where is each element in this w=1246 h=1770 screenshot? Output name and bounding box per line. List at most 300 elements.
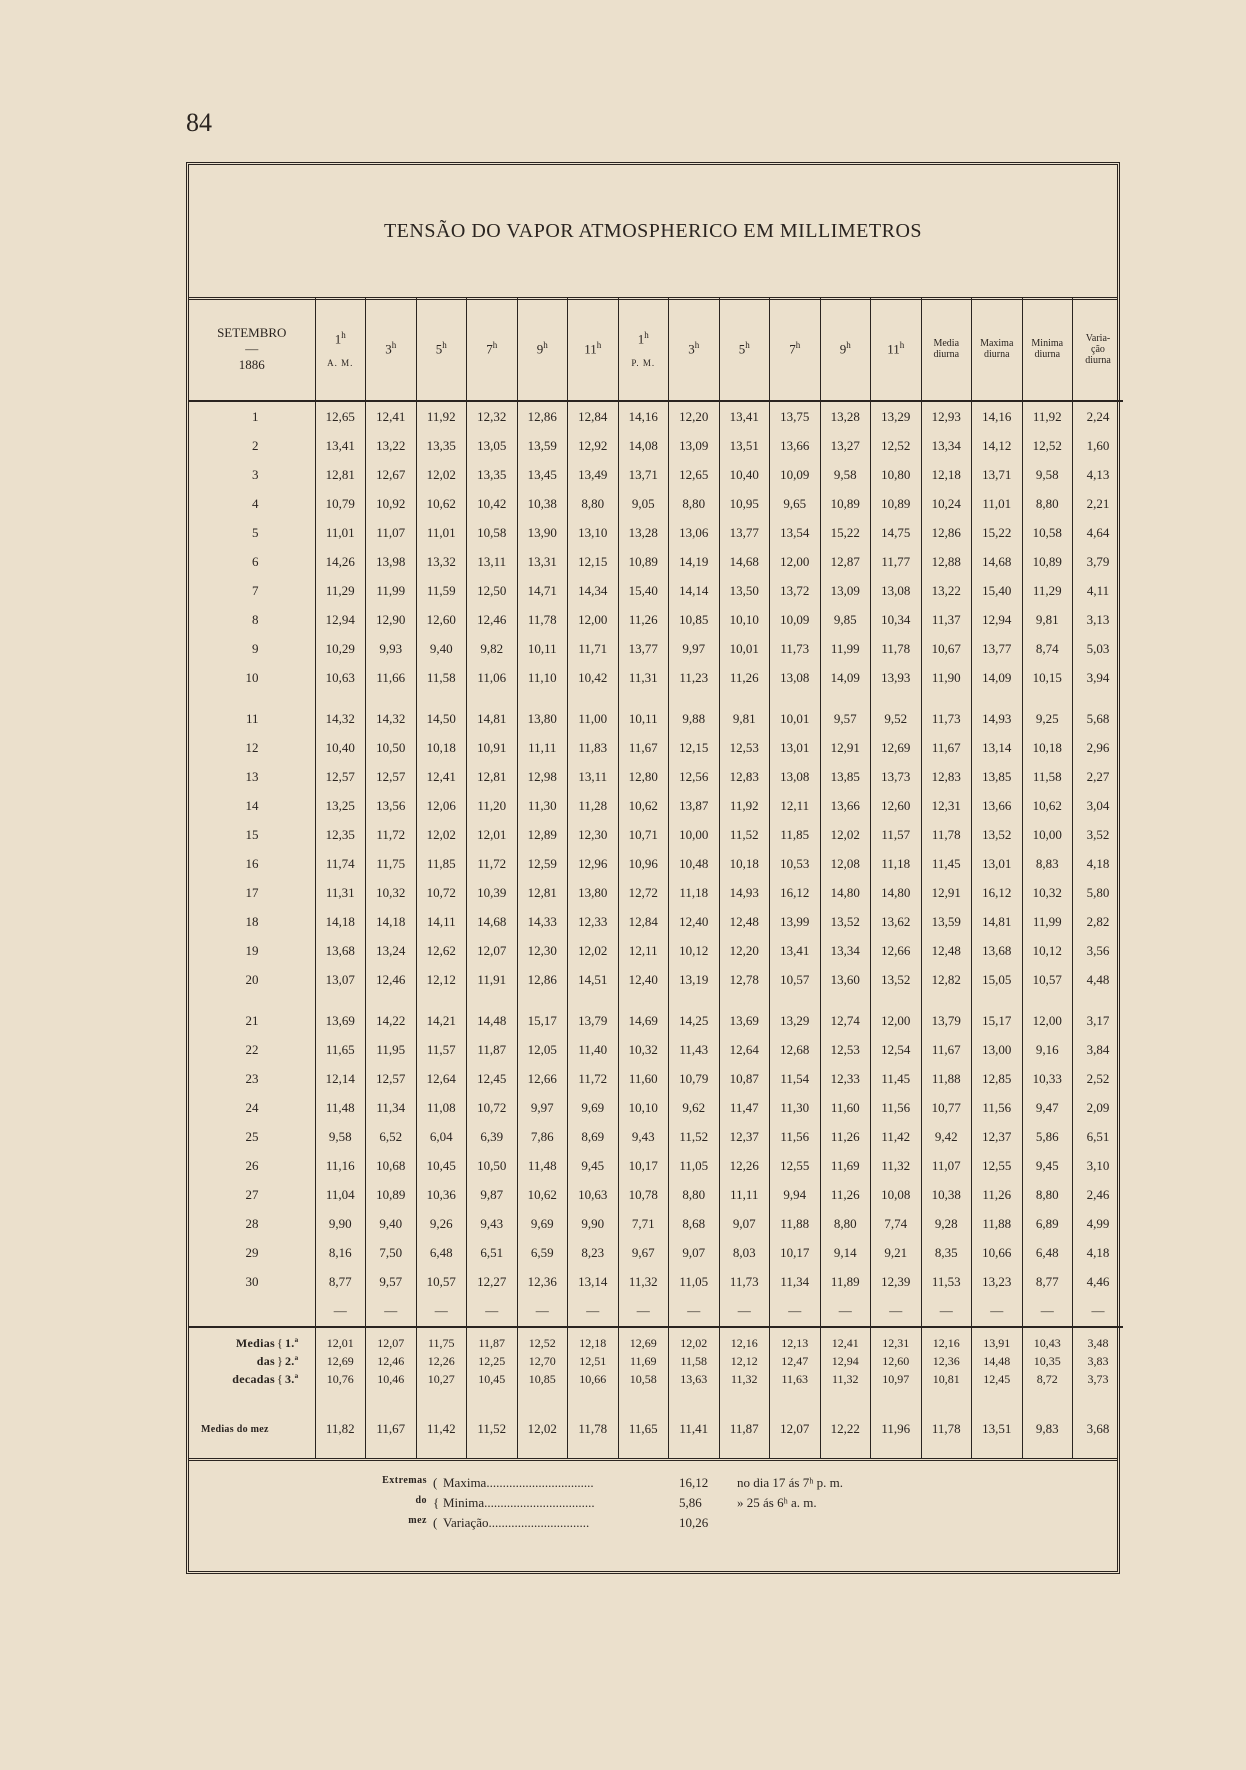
hour-header [669, 298, 720, 401]
table-row [189, 1035, 1123, 1064]
table-row [189, 878, 1123, 907]
value-cell: 13,63 [669, 1370, 720, 1388]
value-cell: 11,54 [770, 1064, 821, 1093]
value-cell: 12,89 [517, 820, 568, 849]
value-cell: 12,07 [366, 1327, 417, 1352]
value-cell: 11,67 [921, 733, 972, 762]
page-number: 84 [186, 108, 212, 137]
value-cell: 13,60 [820, 965, 871, 994]
value-cell: 11,69 [618, 1352, 669, 1370]
value-cell: 13,77 [972, 634, 1023, 663]
value-cell: 13,80 [517, 692, 568, 733]
value-cell: 12,15 [669, 733, 720, 762]
value-cell: 14,69 [618, 994, 669, 1035]
hour-header [719, 298, 770, 401]
table-row [189, 1151, 1123, 1180]
value-cell: 14,09 [972, 663, 1023, 692]
period-label: P. M. [631, 357, 656, 368]
value-cell: 10,10 [618, 1093, 669, 1122]
value-cell: 10,62 [1022, 791, 1073, 820]
value-cell: 13,56 [366, 791, 417, 820]
value-cell: 6,52 [366, 1122, 417, 1151]
value-cell: 11,77 [871, 547, 922, 576]
value-cell: 14,11 [416, 907, 467, 936]
value-cell: 11,05 [669, 1151, 720, 1180]
value-cell: 13,77 [618, 634, 669, 663]
value-cell: 13,09 [669, 431, 720, 460]
table-row [189, 489, 1123, 518]
value-cell: 11,01 [315, 518, 366, 547]
value-cell: 13,75 [770, 401, 821, 431]
value-cell: 10,63 [568, 1180, 619, 1209]
value-cell: 14,81 [467, 692, 518, 733]
table-row [189, 1093, 1123, 1122]
value-cell: 10,89 [1022, 547, 1073, 576]
day-cell: 30 [245, 1273, 259, 1289]
value-cell: 11,43 [669, 1035, 720, 1064]
value-cell: 8,23 [568, 1238, 619, 1267]
table-row [189, 431, 1123, 460]
extremes-label-3: mez [408, 1515, 427, 1526]
hour-header [315, 298, 366, 401]
table-row [189, 762, 1123, 791]
value-cell: 10,17 [618, 1151, 669, 1180]
value-cell: 11,30 [770, 1093, 821, 1122]
value-cell: 10,62 [517, 1180, 568, 1209]
value-cell: 9,69 [568, 1093, 619, 1122]
value-cell: 11,53 [921, 1267, 972, 1296]
decade-label-text: Medias [235, 1335, 275, 1350]
value-cell: 12,48 [719, 907, 770, 936]
value-cell: 13,66 [770, 431, 821, 460]
value-cell: 12,84 [618, 907, 669, 936]
minima-label: Minima.................................. [443, 1495, 595, 1510]
value-cell: 13,69 [315, 994, 366, 1035]
value-cell: 11,72 [467, 849, 518, 878]
value-cell: 13,69 [719, 994, 770, 1035]
table-row [189, 1064, 1123, 1093]
value-cell: 14,09 [820, 663, 871, 692]
value-cell: 2,46 [1073, 1180, 1124, 1209]
value-cell: 9,97 [669, 634, 720, 663]
value-cell: 11,67 [921, 1035, 972, 1064]
hour-suffix: h [492, 340, 498, 351]
value-cell: 11,99 [1022, 907, 1073, 936]
header-row [189, 298, 1123, 401]
value-cell: 9,47 [1022, 1093, 1073, 1122]
value-cell: 14,32 [315, 692, 366, 733]
value-cell: 15,17 [972, 994, 1023, 1035]
value-cell: 9,93 [366, 634, 417, 663]
value-cell: 12,22 [820, 1388, 871, 1458]
value-cell: 9,52 [871, 692, 922, 733]
value-cell: 12,59 [517, 849, 568, 878]
value-cell: 11,48 [315, 1093, 366, 1122]
value-cell: 8,83 [1022, 849, 1073, 878]
value-cell: 7,71 [618, 1209, 669, 1238]
value-cell: 12,41 [366, 401, 417, 431]
value-cell: 12,64 [719, 1035, 770, 1064]
value-cell: 11,01 [416, 518, 467, 547]
day-cell: 11 [245, 710, 259, 726]
value-cell: 11,73 [719, 1267, 770, 1296]
value-cell: 10,01 [719, 634, 770, 663]
period-label: A. M. [327, 357, 354, 368]
value-cell: 9,81 [1022, 605, 1073, 634]
value-cell: 11,75 [366, 849, 417, 878]
value-cell: 13,29 [770, 994, 821, 1035]
value-cell: 13,34 [921, 431, 972, 460]
value-cell: 11,56 [972, 1093, 1023, 1122]
value-cell: 5,03 [1073, 634, 1124, 663]
month-year-header [189, 298, 315, 401]
value-cell: 10,00 [1022, 820, 1073, 849]
value-cell: 12,05 [517, 1035, 568, 1064]
value-cell: 14,34 [568, 576, 619, 605]
value-cell: 10,45 [467, 1370, 518, 1388]
value-cell: 2,09 [1073, 1093, 1124, 1122]
value-cell: 12,62 [416, 936, 467, 965]
value-cell: 10,24 [921, 489, 972, 518]
value-cell: 12,57 [315, 762, 366, 791]
value-cell: 12,18 [921, 460, 972, 489]
value-cell: 9,25 [1022, 692, 1073, 733]
value-cell: 12,94 [820, 1352, 871, 1370]
value-cell: 4,64 [1073, 518, 1124, 547]
hour-number: 7 [789, 341, 796, 357]
header-text: diurna [1085, 354, 1111, 366]
value-cell: 13,79 [568, 994, 619, 1035]
value-cell: 11,20 [467, 791, 518, 820]
value-cell: 11,04 [315, 1180, 366, 1209]
day-cell: 28 [245, 1215, 259, 1231]
value-cell: 14,48 [972, 1352, 1023, 1370]
value-cell: 10,72 [416, 878, 467, 907]
value-cell: 10,79 [315, 489, 366, 518]
value-cell: 13,45 [517, 460, 568, 489]
value-cell: 11,29 [1022, 576, 1073, 605]
day-cell: 4 [252, 495, 259, 511]
day-cell: 13 [245, 768, 259, 784]
value-cell: 16,12 [770, 878, 821, 907]
value-cell: 9,57 [366, 1267, 417, 1296]
value-cell: 11,91 [467, 965, 518, 994]
value-cell: 12,69 [315, 1352, 366, 1370]
value-cell: 11,26 [719, 663, 770, 692]
value-cell: 9,58 [315, 1122, 366, 1151]
value-cell: 9,40 [416, 634, 467, 663]
value-cell: 13,73 [871, 762, 922, 791]
value-cell: 13,05 [467, 431, 518, 460]
value-cell: 10,45 [416, 1151, 467, 1180]
value-cell: 11,58 [416, 663, 467, 692]
value-cell: 12,72 [618, 878, 669, 907]
value-cell: 13,59 [921, 907, 972, 936]
value-cell: 12,18 [568, 1327, 619, 1352]
hour-number: 5 [435, 341, 443, 357]
value-cell: 10,00 [669, 820, 720, 849]
day-cell: 12 [245, 739, 259, 755]
hour-suffix: h [694, 340, 700, 351]
value-cell: 12,94 [315, 605, 366, 634]
value-cell: 12,02 [416, 460, 467, 489]
value-cell: 13,91 [972, 1327, 1023, 1352]
value-cell: 10,66 [568, 1370, 619, 1388]
value-cell: 11,48 [517, 1151, 568, 1180]
value-cell: 13,51 [719, 431, 770, 460]
hour-header [366, 298, 417, 401]
value-cell: 9,16 [1022, 1035, 1073, 1064]
value-cell: 5,86 [1022, 1122, 1073, 1151]
value-cell: 10,63 [315, 663, 366, 692]
value-cell: 11,73 [770, 634, 821, 663]
maxima-value: 16,12 [679, 1475, 709, 1490]
value-cell: 15,22 [820, 518, 871, 547]
value-cell: 11,96 [871, 1388, 922, 1458]
value-cell: 6,51 [1073, 1122, 1124, 1151]
decade-row [189, 1352, 1123, 1370]
extremes-label-2: do [415, 1495, 427, 1506]
value-cell: 12,52 [1022, 431, 1073, 460]
hour-header [820, 298, 871, 401]
dash-cell: — [1073, 1296, 1124, 1327]
day-cell: 6 [252, 553, 259, 569]
value-cell: 11,72 [568, 1064, 619, 1093]
value-cell: 12,81 [315, 460, 366, 489]
value-cell: 12,08 [820, 849, 871, 878]
value-cell: 8,77 [1022, 1267, 1073, 1296]
value-cell: 10,67 [921, 634, 972, 663]
header-text: diurna [983, 349, 1010, 360]
value-cell: 11,30 [517, 791, 568, 820]
value-cell: 9,45 [568, 1151, 619, 1180]
day-cell: 21 [245, 1012, 259, 1028]
value-cell: 14,33 [517, 907, 568, 936]
value-cell: 10,27 [416, 1370, 467, 1388]
value-cell: 12,85 [972, 1064, 1023, 1093]
value-cell: 13,07 [315, 965, 366, 994]
value-cell: 11,11 [517, 733, 568, 762]
hour-suffix: h [543, 340, 548, 351]
value-cell: 11,00 [568, 692, 619, 733]
table-row [189, 1267, 1123, 1296]
value-cell: 3,17 [1073, 994, 1124, 1035]
value-cell: 12,56 [669, 762, 720, 791]
value-cell: 10,57 [770, 965, 821, 994]
dash-cell: — [669, 1296, 720, 1327]
value-cell: 11,57 [416, 1035, 467, 1064]
decade-label: decadas { 3.ª [189, 1370, 315, 1388]
value-cell: 14,50 [416, 692, 467, 733]
value-cell: 8,69 [568, 1122, 619, 1151]
value-cell: 10,10 [719, 605, 770, 634]
value-cell: 10,32 [1022, 878, 1073, 907]
value-cell: 2,24 [1073, 401, 1124, 431]
value-cell: 13,41 [770, 936, 821, 965]
decade-label-text: decadas [232, 1371, 275, 1386]
value-cell: 13,28 [820, 401, 871, 431]
value-cell: 13,35 [467, 460, 518, 489]
value-cell: 10,43 [1022, 1327, 1073, 1352]
value-cell: 12,00 [568, 605, 619, 634]
value-cell: 10,76 [315, 1370, 366, 1388]
hour-number: 11 [584, 341, 597, 357]
maxima-note: no dia 17 ás 7ʰ p. m. [737, 1475, 843, 1490]
value-cell: 13,27 [820, 431, 871, 460]
value-cell: 11,83 [568, 733, 619, 762]
value-cell: 10,81 [921, 1370, 972, 1388]
value-cell: 15,40 [972, 576, 1023, 605]
variacao-diurna-header [1073, 298, 1124, 401]
table-row [189, 907, 1123, 936]
value-cell: 12,81 [467, 762, 518, 791]
value-cell: 13,29 [871, 401, 922, 431]
value-cell: 14,93 [972, 692, 1023, 733]
value-cell: 7,86 [517, 1122, 568, 1151]
hour-header [568, 298, 619, 401]
value-cell: 11,99 [366, 576, 417, 605]
value-cell: 13,14 [972, 733, 1023, 762]
value-cell: 11,67 [366, 1388, 417, 1458]
value-cell: 12,02 [820, 820, 871, 849]
value-cell: 12,01 [315, 1327, 366, 1352]
day-cell: 29 [245, 1244, 259, 1260]
value-cell: 9,14 [820, 1238, 871, 1267]
table-row [189, 460, 1123, 489]
value-cell: 13,01 [972, 849, 1023, 878]
day-cell: 1 [252, 408, 259, 424]
value-cell: 13,49 [568, 460, 619, 489]
value-cell: 12,47 [770, 1352, 821, 1370]
value-cell: 11,06 [467, 663, 518, 692]
value-cell: 12,41 [820, 1327, 871, 1352]
minima-value: 5,86 [679, 1495, 702, 1510]
hour-number: 1 [334, 331, 342, 347]
table-body [189, 401, 1123, 1458]
value-cell: 14,68 [467, 907, 518, 936]
value-cell: 11,23 [669, 663, 720, 692]
value-cell: 13,52 [820, 907, 871, 936]
value-cell: 16,12 [972, 878, 1023, 907]
value-cell: 12,00 [871, 994, 922, 1035]
day-cell: 14 [245, 797, 259, 813]
value-cell: 14,75 [871, 518, 922, 547]
value-cell: 10,97 [871, 1370, 922, 1388]
value-cell: 14,68 [972, 547, 1023, 576]
value-cell: 12,68 [770, 1035, 821, 1064]
value-cell: 12,60 [871, 791, 922, 820]
hour-number: 1 [637, 331, 645, 347]
value-cell: 9,43 [467, 1209, 518, 1238]
hour-number: 11 [887, 341, 900, 357]
value-cell: 2,52 [1073, 1064, 1124, 1093]
hour-header [770, 298, 821, 401]
value-cell: 12,55 [770, 1151, 821, 1180]
dash-cell: — [315, 1296, 366, 1327]
decade-label-text: das [256, 1353, 275, 1368]
day-cell: 9 [252, 640, 259, 656]
value-cell: 12,90 [366, 605, 417, 634]
value-cell: 11,87 [719, 1388, 770, 1458]
value-cell: 11,32 [871, 1151, 922, 1180]
value-cell: 1,60 [1073, 431, 1124, 460]
value-cell: 11,72 [366, 820, 417, 849]
value-cell: 14,51 [568, 965, 619, 994]
value-cell: 13,41 [315, 431, 366, 460]
table-row [189, 605, 1123, 634]
value-cell: 13,31 [517, 547, 568, 576]
value-cell: 9,58 [820, 460, 871, 489]
value-cell: 11,74 [315, 849, 366, 878]
value-cell: 14,80 [871, 878, 922, 907]
value-cell: 12,64 [416, 1064, 467, 1093]
value-cell: 10,78 [618, 1180, 669, 1209]
value-cell: 12,31 [871, 1327, 922, 1352]
value-cell: 12,37 [972, 1122, 1023, 1151]
header-text: Varia- [1085, 332, 1111, 344]
value-cell: 9,97 [517, 1093, 568, 1122]
day-cell: 17 [245, 884, 259, 900]
value-cell: 11,85 [770, 820, 821, 849]
value-cell: 10,46 [366, 1370, 417, 1388]
value-cell: 13,23 [972, 1267, 1023, 1296]
dash-cell: — [366, 1296, 417, 1327]
value-cell: 11,41 [669, 1388, 720, 1458]
value-cell: 12,91 [921, 878, 972, 907]
value-cell: 11,85 [416, 849, 467, 878]
day-cell: 23 [245, 1070, 259, 1086]
value-cell: 11,60 [820, 1093, 871, 1122]
minima-note: » 25 ás 6ʰ a. m. [737, 1495, 817, 1510]
value-cell: 8,80 [1022, 489, 1073, 518]
hour-header [618, 298, 669, 401]
value-cell: 9,94 [770, 1180, 821, 1209]
value-cell: 11,42 [416, 1388, 467, 1458]
value-cell: 10,42 [467, 489, 518, 518]
value-cell: 10,38 [517, 489, 568, 518]
value-cell: 3,83 [1073, 1352, 1124, 1370]
value-cell: 9,88 [669, 692, 720, 733]
value-cell: 8,74 [1022, 634, 1073, 663]
value-cell: 14,81 [972, 907, 1023, 936]
value-cell: 3,10 [1073, 1151, 1124, 1180]
day-cell: 22 [245, 1041, 259, 1057]
value-cell: 9,07 [719, 1209, 770, 1238]
value-cell: 5,68 [1073, 692, 1124, 733]
value-cell: 12,06 [416, 791, 467, 820]
value-cell: 12,51 [568, 1352, 619, 1370]
hour-header [416, 298, 467, 401]
hour-header [517, 298, 568, 401]
value-cell: 4,48 [1073, 965, 1124, 994]
value-cell: 14,80 [820, 878, 871, 907]
value-cell: 10,36 [416, 1180, 467, 1209]
value-cell: 11,92 [1022, 401, 1073, 431]
value-cell: 14,25 [669, 994, 720, 1035]
value-cell: 11,78 [921, 820, 972, 849]
value-cell: 12,16 [719, 1327, 770, 1352]
value-cell: 12,53 [820, 1035, 871, 1064]
value-cell: 12,02 [669, 1327, 720, 1352]
dash-cell: — [820, 1296, 871, 1327]
value-cell: 6,39 [467, 1122, 518, 1151]
value-cell: 9,87 [467, 1180, 518, 1209]
value-cell: 9,90 [315, 1209, 366, 1238]
value-cell: 12,11 [770, 791, 821, 820]
value-cell: 6,51 [467, 1238, 518, 1267]
value-cell: 10,89 [366, 1180, 417, 1209]
value-cell: 12,86 [921, 518, 972, 547]
